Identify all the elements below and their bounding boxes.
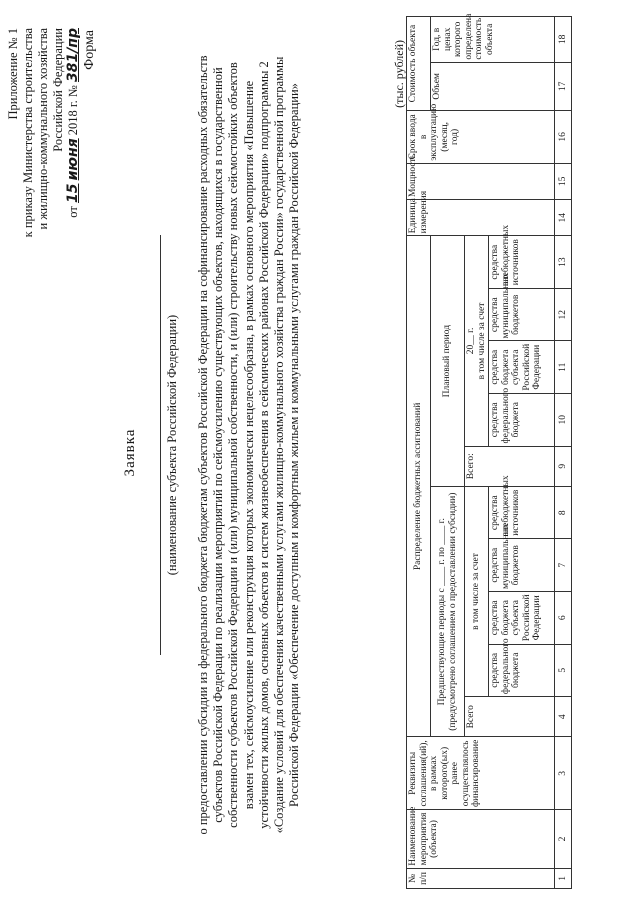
subject-label: (наименование субъекта Российской Федерации) (165, 314, 179, 576)
header-prior-total: Всего (465, 697, 555, 737)
column-number: 10 (555, 394, 572, 447)
header-capacity: Мощность (407, 163, 555, 199)
column-number: 9 (555, 446, 572, 486)
header-prior-including: в том числе за счет (465, 486, 489, 696)
document-title: Заявка (122, 428, 138, 477)
header-planned-regional: средства бюджета субъекта Российской Федерации (489, 341, 555, 394)
column-number: 6 (555, 592, 572, 645)
column-number: 18 (555, 17, 572, 63)
column-number: 7 (555, 539, 572, 592)
appendix-number: Приложение № 1 (6, 28, 20, 120)
form-label: Форма (82, 30, 97, 70)
header-planned-federal: средства федерального бюджета (489, 394, 555, 447)
header-requisites: Реквизиты соглашения(ий), в рамках которого(ых) ранее осуществлялось финансирование (407, 737, 555, 810)
header-prior-municipal: средства муниципальных бюджетов (489, 539, 555, 592)
column-number: 11 (555, 341, 572, 394)
date-year: 2018 г. № (66, 85, 80, 136)
order-date-number (66, 28, 81, 358)
header-deadline: Срок ввода в эксплуатацию (месяц, год) (407, 111, 555, 164)
column-number: 2 (555, 810, 572, 869)
header-name: Наименование мероприятия (объекта) (407, 810, 555, 869)
request-description: о предоставлении субсидии из федерального бюджета бюджетам субъектов Российской Федерации на софинансирование расходных обязательств субъектов Российской Федерации по реализации мероприятий по сейсмоусилению существующих объектов, находящихся в государственной собственности субъектов Российской Федерации и (или) муниципальной собственности, и (или) строительству новых сейсмостойких объектов взамен тех, сейсмоусиление или реконструкция которых экономически нецелесообразна, в рамках основного мероприятия «Повышение устойчивости жилых домов, основных объектов и систем жизнеобеспечения в сейсмических районах Российской Федерации» подпрограммы 2 «Создание условий для обеспечения качественными услугами жилищно-коммунального хозяйства граждан России» государственной программы Российской Федерации «Обеспечение доступным и комфортным жильем и коммунальными услугами граждан Российской Федерации» (196, 55, 302, 835)
planned-including-label: в том числе за счет (476, 302, 487, 380)
header-volume: Объем (431, 62, 555, 110)
header-prior-offbudget: средства внебюджетных источников (489, 486, 555, 539)
column-number: 1 (555, 868, 572, 888)
header-planned-municipal: средства муниципальных бюджетов (489, 288, 555, 341)
request-table (406, 13, 572, 889)
header-prior-regional: средства бюджета субъекта Российской Федерации (489, 592, 555, 645)
column-number: 17 (555, 62, 572, 110)
subject-blank-line (160, 235, 161, 655)
header-year: Год, в ценах которого определена стоимость объекта (431, 17, 555, 63)
column-number: 13 (555, 236, 572, 289)
column-number: 4 (555, 697, 572, 737)
header-no: № п/п (407, 868, 555, 888)
order-line-federation: Российской Федерации (51, 28, 65, 152)
column-number: 5 (555, 644, 572, 697)
header-distribution: Распределение бюджетных ассигнований (407, 236, 431, 737)
date-day: 15 (65, 183, 81, 204)
order-line-ministry: к приказу Министерства строительства (21, 28, 35, 238)
header-planned-year (465, 236, 489, 446)
column-number: 14 (555, 200, 572, 236)
date-prefix: от (66, 206, 80, 218)
header-unit: Единица измерения (407, 200, 555, 236)
header-planned-offbudget: средства внебюджетных источников (489, 236, 555, 289)
unit-note: (тыс. рублей) (392, 40, 406, 108)
date-month: июня (65, 138, 81, 181)
order-line-housing: и жилищно-коммунального хозяйства (36, 28, 50, 230)
header-planned-total: Всего: (465, 446, 555, 486)
header-cost: Стоимость объекта (407, 17, 431, 111)
planned-year-label: 20__ г. (466, 327, 476, 355)
column-number: 8 (555, 486, 572, 539)
column-number: 15 (555, 163, 572, 199)
column-number: 16 (555, 111, 572, 164)
column-number: 3 (555, 737, 572, 810)
column-numbers-row (555, 17, 572, 889)
header-prior-periods: Предшествующие периоды с ____ г. по ____ г. (предусмотрено соглашением о предоставлении субсидии) (431, 486, 465, 737)
order-number: 381/пр (65, 28, 81, 83)
appendix-header (6, 28, 81, 358)
header-prior-federal: средства федерального бюджета (489, 644, 555, 697)
column-number: 12 (555, 288, 572, 341)
header-planned-period: Плановый период (431, 236, 465, 487)
